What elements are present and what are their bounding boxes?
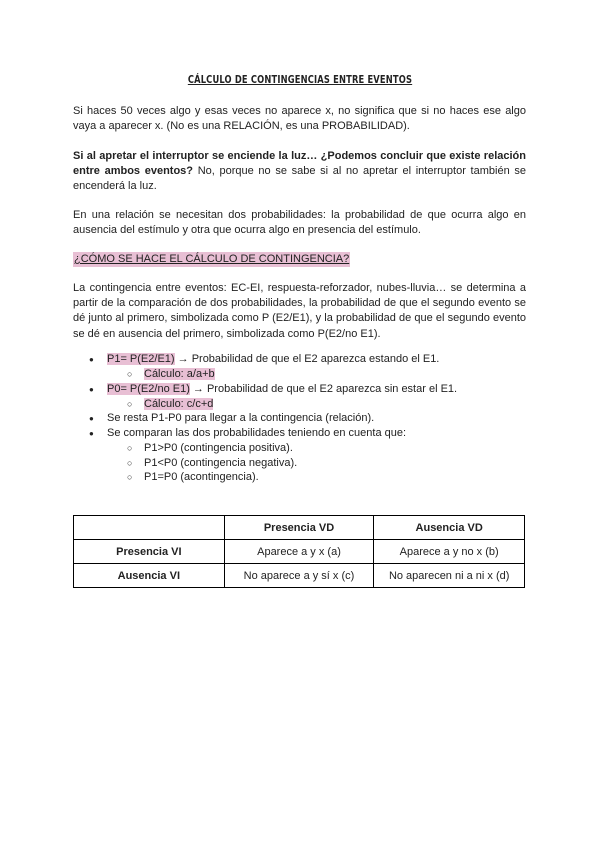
table-header-cell: Presencia VD	[224, 516, 374, 540]
table-row-header: Presencia VI	[74, 540, 225, 564]
table-header-cell: Ausencia VD	[374, 516, 525, 540]
table-cell: Aparece a y x (a)	[224, 540, 374, 564]
list-item-p1	[73, 352, 533, 382]
table-row-header: Ausencia VI	[74, 564, 225, 588]
table-row	[74, 540, 525, 564]
page-title: CÁLCULO DE CONTINGENCIAS ENTRE EVENTOS	[187, 74, 413, 86]
p0-calc	[107, 397, 533, 412]
p1-calc	[107, 367, 533, 382]
question-paragraph	[73, 149, 526, 195]
list-item-subtract: ● Se resta P1-P0 para llegar a la contingencia (relación).	[73, 411, 533, 426]
compare-positive: ○ P1>P0 (contingencia positiva).	[107, 441, 533, 456]
bullet-list	[73, 352, 533, 485]
contingency-paragraph: La contingencia entre eventos: EC-EI, respuesta-reforzador, nubes-lluvia… se determina a partir de la comparación de dos probabilidades, la probabilidad de que el segundo evento se dé junto al primero, simbolizada como P (E2/E1), y la probabilidad de que el segundo evento se dé en ausencia del primero, simbolizada como P(E2/no E1).	[73, 282, 526, 340]
question-bold: Si al apretar el interruptor se enciende la luz… ¿Podemos concluir que existe relación entre ambos eventos?	[73, 150, 526, 178]
table-header-cell	[74, 516, 225, 540]
p1-calc-text: Cálculo: a/a+b	[144, 368, 215, 380]
compare-text: Se comparan las dos probabilidades teniendo en cuenta que:	[107, 427, 407, 440]
p1-formula: P1= P(E2/E1)	[107, 353, 175, 365]
table-header-row	[74, 516, 525, 540]
table-cell: No aparece a y sí x (c)	[224, 564, 374, 588]
section-heading: ¿CÓMO SE HACE EL CÁLCULO DE CONTINGENCIA?	[74, 253, 350, 265]
question-answer: No, porque no se sabe si al no apretar el interruptor también se encenderá la luz.	[73, 165, 526, 193]
table-row	[74, 564, 525, 588]
intro-paragraph: Si haces 50 veces algo y esas veces no aparece x, no significa que si no haces ese algo vaya a aparecer x. (No es una RELACIÓN, es una PROBABILIDAD).	[73, 105, 526, 133]
p0-formula: P0= P(E2/no E1)	[107, 382, 190, 395]
list-item-compare	[73, 426, 533, 485]
compare-negative: ○ P1<P0 (contingencia negativa).	[107, 456, 533, 471]
p0-description: → Probabilidad de que el E2 aparezca sin estar el E1.	[189, 382, 458, 395]
table-cell: Aparece a y no x (b)	[374, 540, 525, 564]
table-cell: No aparecen ni a ni x (d)	[374, 564, 525, 588]
list-item-p0	[73, 382, 533, 412]
contingency-table	[73, 515, 525, 588]
p0-calc-text: Cálculo: c/c+d	[144, 397, 214, 410]
p1-description: → Probabilidad de que el E2 aparezca estando el E1.	[174, 353, 440, 365]
relation-paragraph: En una relación se necesitan dos probabilidades: la probabilidad de que ocurra algo en ausencia del estímulo y otra que ocurra algo en presencia del estímulo.	[73, 209, 526, 237]
compare-equal: ○ P1=P0 (acontingencia).	[107, 470, 533, 485]
